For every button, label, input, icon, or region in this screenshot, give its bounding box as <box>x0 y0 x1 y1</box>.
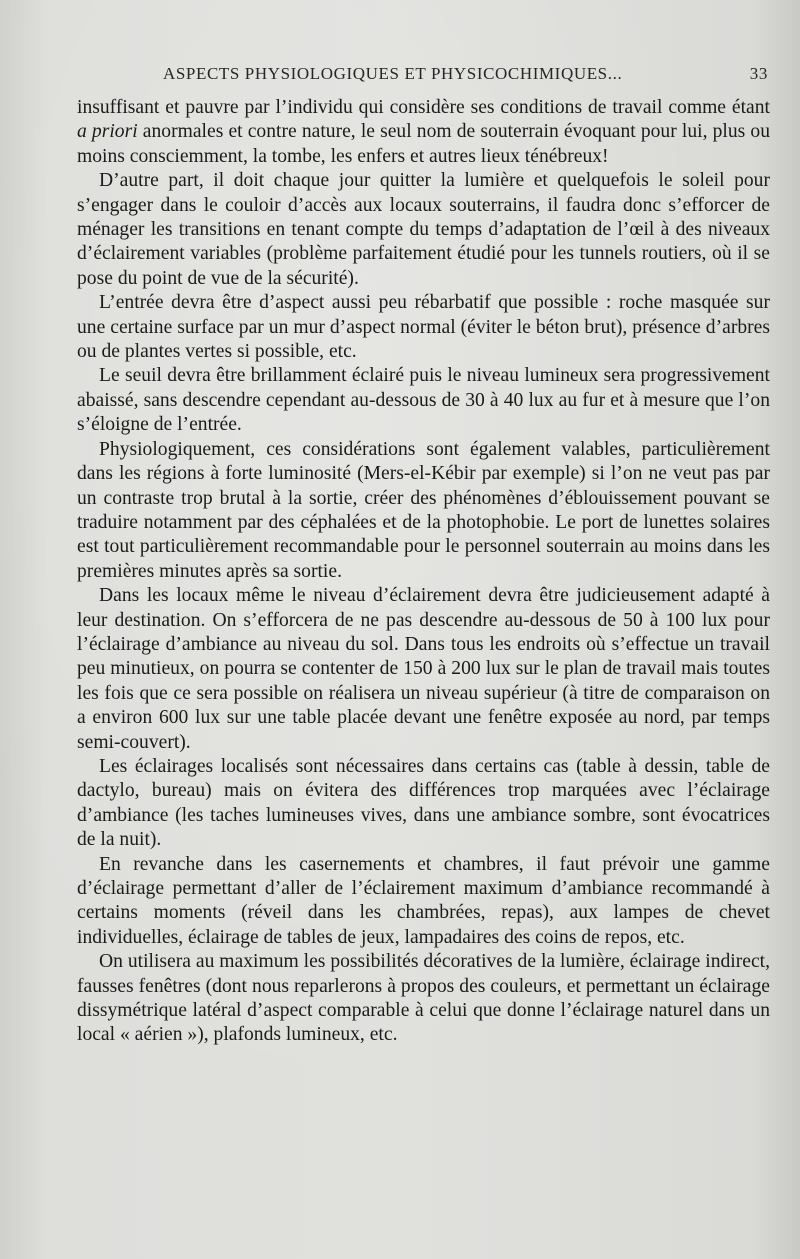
running-title: ASPECTS PHYSIOLOGIQUES ET PHYSICOCHIMIQUES... <box>163 64 623 83</box>
paragraph-3: L’entrée devra être d’aspect aussi peu rébarbatif que possible : roche masquée sur une certaine surface par un mur d’aspect normal (éviter le béton brut), présence d’arbres ou de plantes vertes si possible, etc. <box>77 292 770 363</box>
paragraph-6: Dans les locaux même le niveau d’éclairement devra être judicieusement adapté à leur destination. On s’efforcera de ne pas descendre au-dessous de 50 à 100 lux pour l’éclairage d’ambiance au niveau du sol. Dans tous les endroits où s’effectue un travail peu minutieux, on pourra se contenter de 150 à 200 lux sur le plan de travail mais toutes les fois que ce sera possible on réalisera un niveau supérieur (à titre de comparaison on a environ 600 lux sur une table placée devant une fenêtre exposée au nord, par temps semi-couvert). <box>77 585 770 753</box>
paragraph-8: En revanche dans les casernements et chambres, il faut prévoir une gamme d’éclairage permettant d’aller de l’éclairement maximum d’ambiance recommandé à certains moments (réveil dans les chambrées, repas), aux lampes de chevet individuelles, éclairage de tables de jeux, lampadaires des coins de repos, etc. <box>77 853 770 948</box>
paragraph-1-part-1: insuffisant et pauvre par l’individu qui considère ses conditions de travail comme étant <box>77 97 770 118</box>
paragraph-1 <box>77 96 770 169</box>
running-header <box>163 62 768 90</box>
body-text <box>77 96 770 1048</box>
paragraph-1-part-2: anormales et contre nature, le seul nom de souterrain évoquant pour lui, plus ou moins consciemment, la tombe, les enfers et autres lieux ténébreux! <box>77 121 770 167</box>
paragraph-9: On utilisera au maximum les possibilités décoratives de la lumière, éclairage indirect, fausses fenêtres (dont nous reparlerons à propos des couleurs, et permettant un éclairage dissymétrique latéral d’aspect comparable à celui que donne l’éclairage naturel dans un local « aérien »), plafonds lumineux, etc. <box>77 951 770 1046</box>
italic-a-priori: a priori <box>77 121 138 143</box>
paragraph-2: D’autre part, il doit chaque jour quitter la lumière et quelquefois le soleil pour s’engager dans le couloir d’accès aux locaux souterrains, il faudra donc s’efforcer de ménager les transitions en tenant compte du temps d’adaptation de l’œil à des niveaux d’éclairement variables (problème parfaitement étudié pour les tunnels routiers, où il se pose du point de vue de la sécurité). <box>77 170 770 289</box>
paragraph-7: Les éclairages localisés sont nécessaires dans certains cas (table à dessin, table de dactylo, bureau) mais on évitera des différences trop marquées avec l’éclairage d’ambiance (les taches lumineuses vives, dans une ambiance sombre, sont évocatrices de la nuit). <box>77 755 770 851</box>
page-number: 33 <box>749 64 768 83</box>
paragraph-5: Physiologiquement, ces considérations sont également valables, particulièrement dans les régions à forte luminosité (Mers-el-Kébir par exemple) si l’on ne veut pas par un contraste trop brutal à la sortie, créer des phénomènes d’éblouissement pouvant se traduire notamment par des céphalées et de la photophobie. Le port de lunettes solaires est tout particulièrement recommandable pour le personnel souterrain au moins dans les premières minutes après sa sortie. <box>77 438 770 582</box>
paragraph-4: Le seuil devra être brillamment éclairé puis le niveau lumineux sera progressivement abaissé, sans descendre cependant au-dessous de 30 à 40 lux au fur et à mesure que l’on s’éloigne de l’entrée. <box>77 365 770 436</box>
